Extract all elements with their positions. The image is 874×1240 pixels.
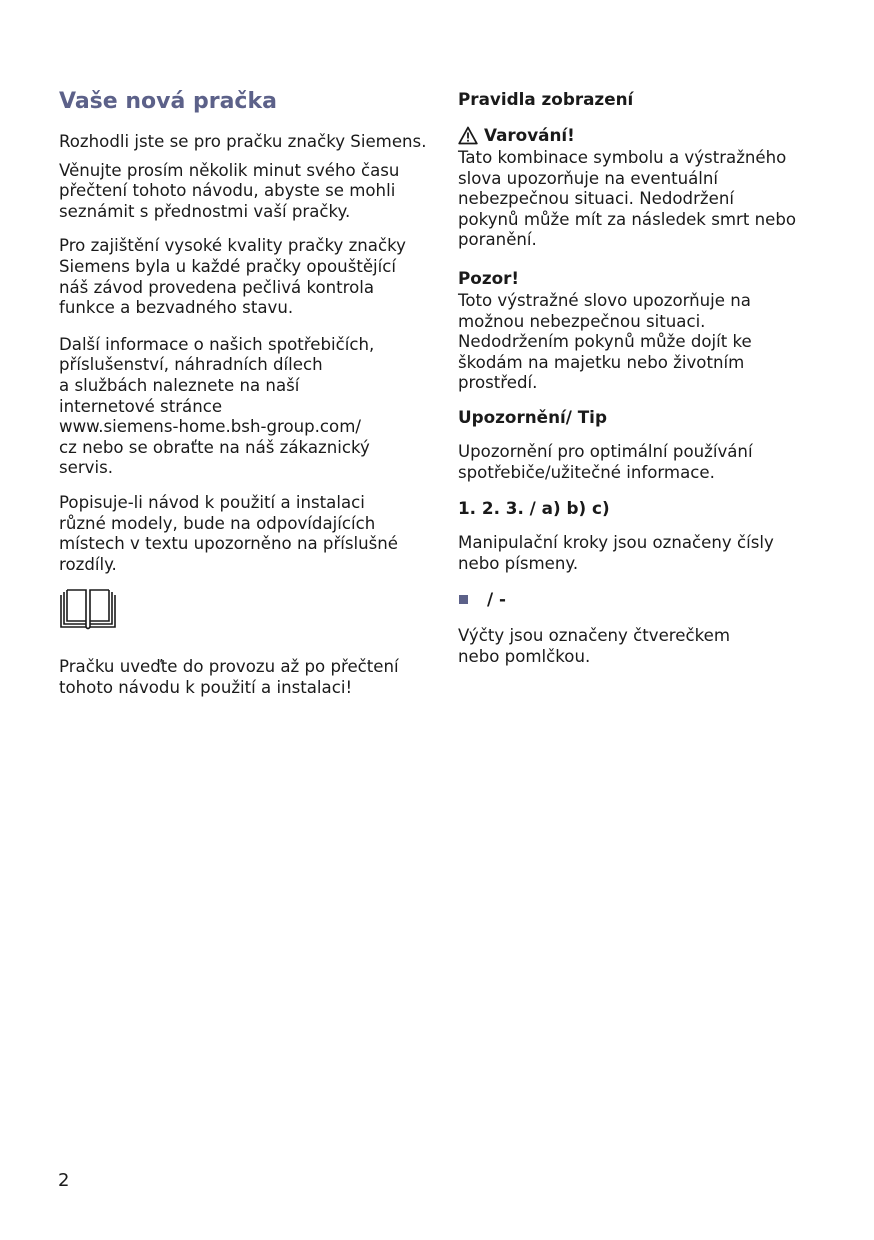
right-column	[458, 88, 828, 668]
steps-title: 1. 2. 3. / a) b) c)	[458, 498, 610, 519]
reading-paragraph: Věnujte prosím několik minut svého času přečtení tohoto návodu, abyste se mohli seznámit s přednostmi vaší pračky.	[59, 160, 400, 221]
caution-text: Toto výstražné slovo upozorňuje na možnou nebezpečnou situaci. Nedodržením pokynů může dojít ke škodám na majetku nebo životním prostředí.	[458, 290, 752, 393]
bullet-title: / -	[487, 589, 506, 610]
models-paragraph: Popisuje-li návod k použití a instalaci různé modely, bude na odpovídajících místech v textu upozorněno na příslušné rozdíly.	[59, 492, 399, 574]
intro-paragraph: Rozhodli jste se pro pračku značky Siemens.	[59, 132, 427, 151]
warning-triangle-icon	[458, 126, 478, 145]
bullet-text: Výčty jsou označeny čtverečkem nebo pomlčkou.	[458, 626, 730, 666]
page-title: Vaše nová pračka	[59, 89, 277, 114]
conventions-heading: Pravidla zobrazení	[458, 89, 634, 109]
tip-text: Upozornění pro optimální používání spotřebiče/užitečné informace.	[458, 441, 753, 482]
page-number: 2	[58, 1170, 70, 1191]
left-column	[59, 86, 444, 698]
square-bullet-icon	[459, 595, 468, 604]
bullet-title-row	[458, 588, 828, 610]
warning-text: Tato kombinace symbolu a výstražného slova upozorňuje na eventuální nebezpečnou situaci. Nedodržení pokynů může mít za následek smrt nebo poranění.	[458, 148, 797, 250]
caution-title: Pozor!	[458, 267, 520, 288]
warning-title: Varování!	[484, 125, 575, 145]
tip-title: Upozornění/ Tip	[458, 406, 607, 427]
quality-paragraph: Pro zajištění vysoké kvality pračky značky Siemens byla u každé pračky opouštějící náš závod provedena pečlivá kontrola funkce a bezvadného stavu.	[59, 236, 406, 318]
start-paragraph: Pračku uveďte do provozu až po přečtení tohoto návodu k použití a instalaci!	[59, 657, 399, 697]
warning-title-row	[458, 124, 828, 146]
info-paragraph: Další informace o našich spotřebičích, příslušenství, náhradních dílech a službách naleznete na naší internetové stránce www.siemens-home.bsh-group.com/ cz nebo se obraťte na náš zákaznický servis.	[59, 334, 375, 478]
manual-book-icon	[59, 589, 117, 631]
steps-text: Manipulační kroky jsou označeny čísly nebo písmeny.	[458, 533, 774, 573]
